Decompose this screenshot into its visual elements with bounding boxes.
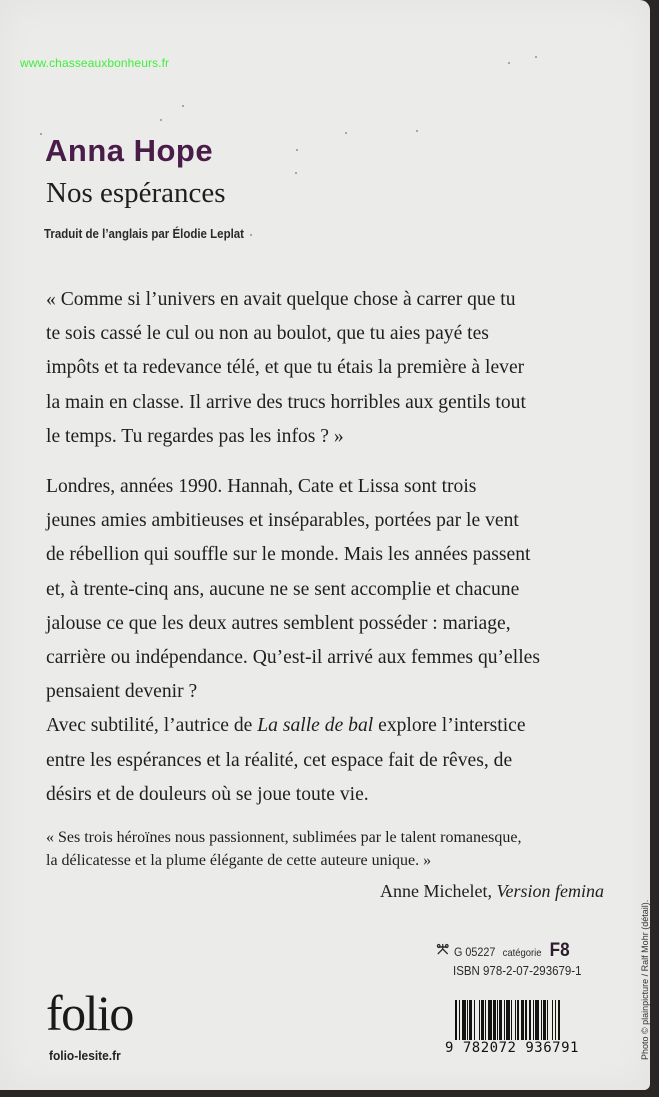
summary-line: Londres, années 1990. Hannah, Cate et Lissa sont trois bbox=[46, 476, 477, 497]
summary-line: de rébellion qui souffle sur le monde. Mais les années passent bbox=[46, 544, 531, 566]
product-codes bbox=[436, 940, 593, 978]
previous-book-title: La salle de bal bbox=[257, 715, 374, 737]
speck bbox=[345, 132, 347, 134]
summary-line: carrière ou indépendance. Qu’est-il arrivé aux femmes qu’elles bbox=[46, 647, 540, 669]
speck bbox=[296, 149, 298, 151]
blurb-quote bbox=[46, 283, 626, 454]
reviewer-name: Anne Michelet, bbox=[380, 881, 497, 901]
quote-line: la main en classe. Il arrive des trucs horribles aux gentils tout bbox=[46, 391, 526, 413]
speck bbox=[40, 133, 42, 135]
review-line: la délicatesse et la plume élégante de cette auteure unique. » bbox=[46, 852, 432, 869]
gallimard-logo-icon bbox=[436, 943, 450, 956]
summary-line: désirs et de douleurs où se joue toute vie. bbox=[46, 783, 369, 805]
translator-credit: Traduit de l’anglais par Élodie Leplat bbox=[44, 227, 245, 241]
speck bbox=[250, 234, 252, 236]
product-code: G 05227 bbox=[454, 945, 496, 959]
summary-text: Avec subtilité, l’autrice de bbox=[46, 715, 258, 737]
barcode bbox=[445, 1000, 615, 1056]
summary-line: jalouse ce que les deux autres semblent posséder : mariage, bbox=[46, 612, 511, 634]
review-source bbox=[380, 881, 604, 902]
speck bbox=[295, 172, 297, 174]
speck bbox=[416, 130, 418, 132]
barcode-number: 9 782072 936791 bbox=[445, 1040, 615, 1056]
review-line: « Ses trois héroïnes nous passionnent, sublimées par le talent romanesque, bbox=[46, 829, 522, 846]
summary-text: explore l’interstice bbox=[373, 715, 526, 737]
summary-line bbox=[46, 709, 626, 743]
author-name: Anna Hope bbox=[45, 133, 214, 168]
summary-line: et, à trente-cinq ans, aucune ne se sent accomplie et chacune bbox=[46, 578, 520, 600]
photo-credit: Photo © plainpicture / Ralf Mohr (détail). bbox=[640, 899, 650, 1060]
book-summary bbox=[46, 470, 626, 812]
speck bbox=[160, 119, 162, 121]
summary-line: jeunes amies ambitieuses et inséparables, portées par le vent bbox=[46, 510, 519, 532]
isbn: ISBN 978-2-07-293679-1 bbox=[453, 964, 582, 978]
category-label: catégorie bbox=[502, 947, 542, 959]
book-title: Nos espérances bbox=[46, 177, 226, 209]
publisher-logo: folio bbox=[46, 985, 133, 1041]
speck bbox=[508, 62, 510, 64]
publisher-website[interactable]: folio-lesite.fr bbox=[49, 1048, 121, 1063]
quote-line: « Comme si l’univers en avait quelque chose à carrer que tu bbox=[46, 289, 516, 310]
publication-name: Version femina bbox=[496, 881, 604, 901]
summary-line: pensaient devenir ? bbox=[46, 681, 198, 703]
quote-line: impôts et ta redevance télé, et que tu étais la première à lever bbox=[46, 357, 525, 379]
quote-line: le temps. Tu regardes pas les infos ? » bbox=[46, 425, 344, 447]
speck bbox=[182, 105, 184, 107]
watermark-link[interactable]: www.chasseauxbonheurs.fr bbox=[20, 56, 170, 70]
summary-line: entre les espérances et la réalité, cet espace fait de rêves, de bbox=[46, 749, 513, 771]
quote-line: te sois cassé le cul ou non au boulot, que tu aies payé tes bbox=[46, 323, 489, 345]
barcode-bars bbox=[455, 1000, 607, 1044]
speck bbox=[535, 56, 537, 58]
press-review bbox=[46, 826, 626, 872]
category-value: F8 bbox=[549, 940, 570, 961]
